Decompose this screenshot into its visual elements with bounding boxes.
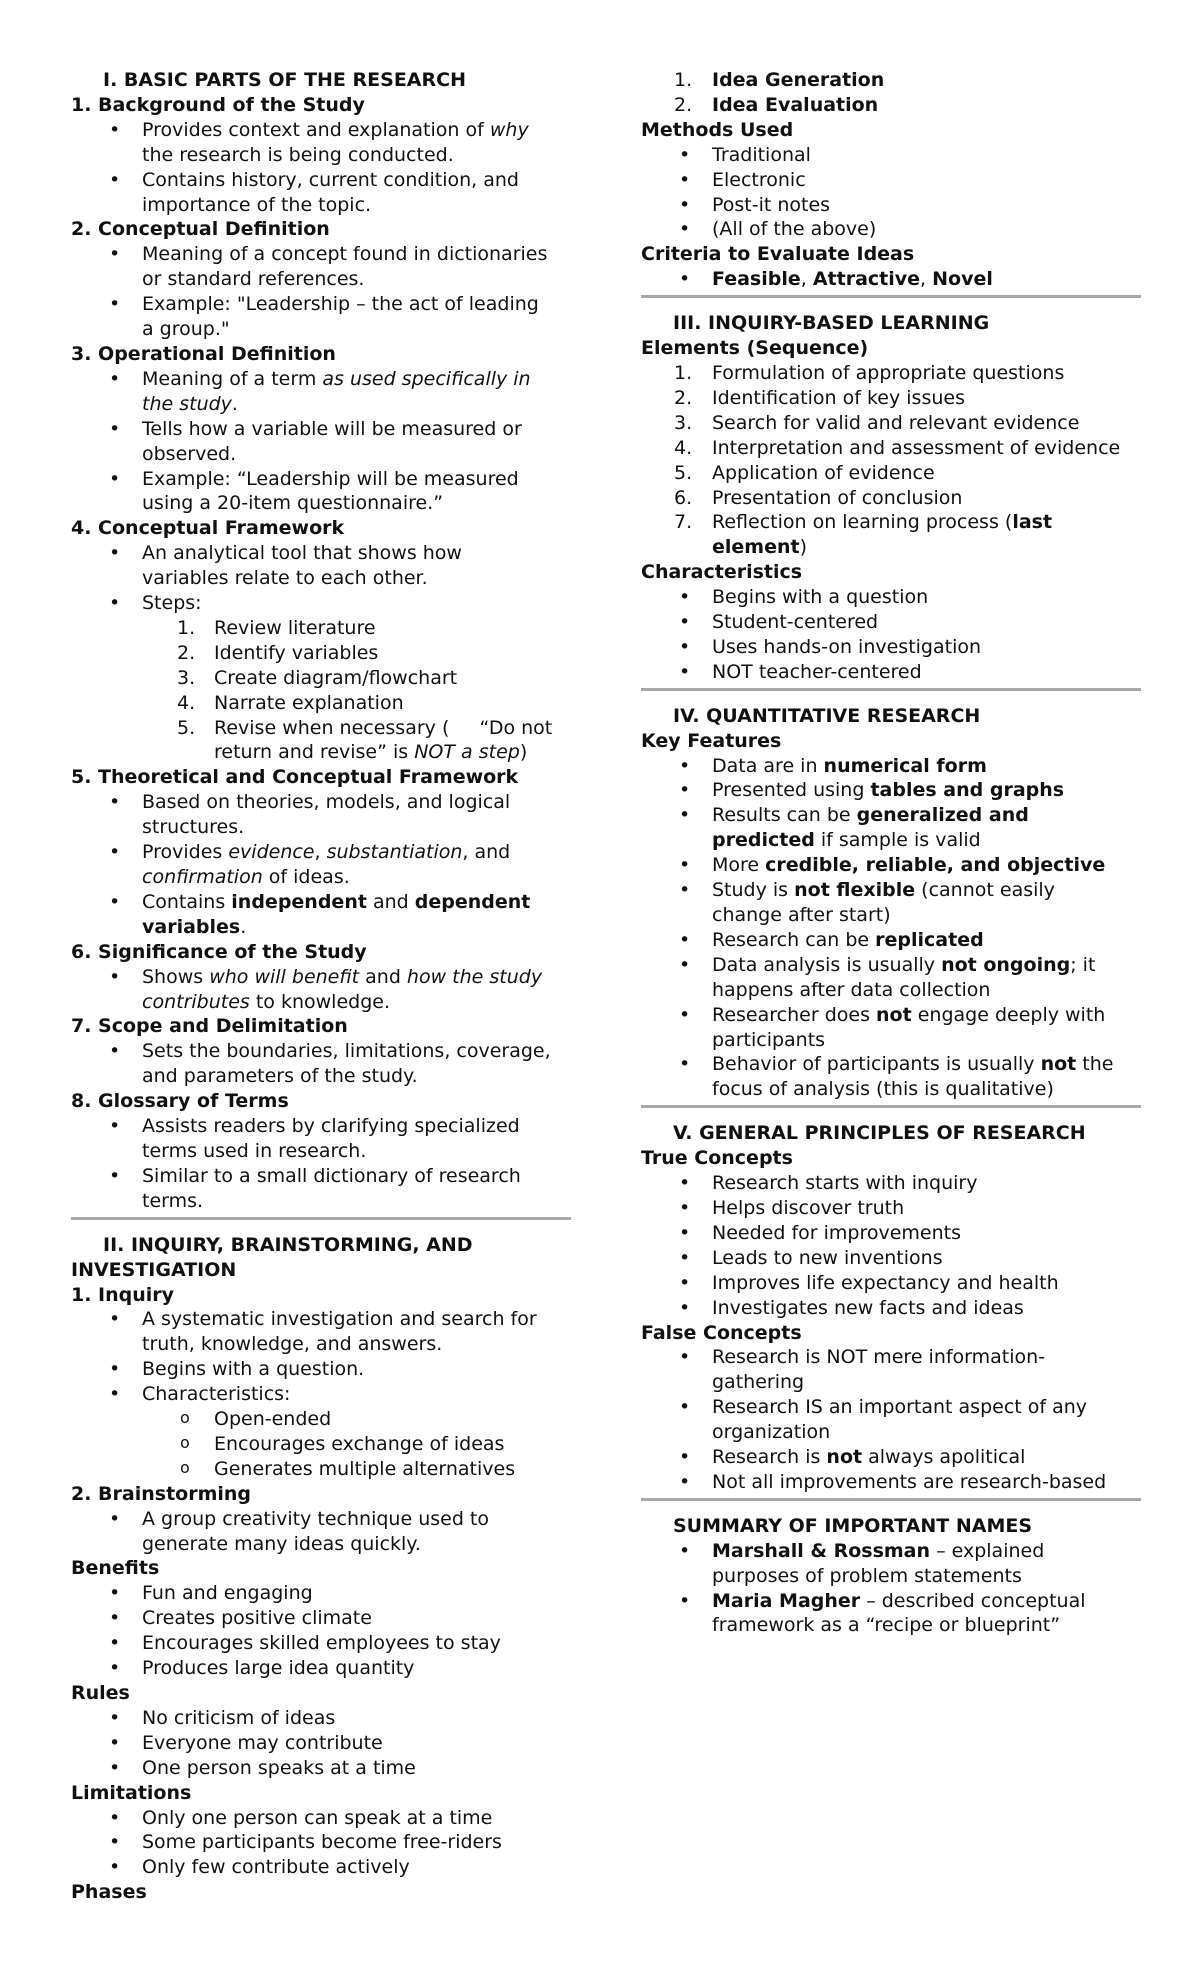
numbered-step: 1. Review literature	[177, 616, 376, 639]
subsection-heading: Methods Used	[641, 118, 794, 141]
section-title: IV. QUANTITATIVE RESEARCH	[673, 704, 981, 727]
subsection-heading: Key Features	[641, 729, 782, 752]
bullet-item: • Presented using tables and graphs	[641, 778, 1141, 803]
bullet-item: • Marshall & Rossman – explained	[641, 1539, 1141, 1564]
numbered-item: 2. Identification of key issues	[674, 386, 965, 409]
bullet-item: • Provides evidence, substantiation, and	[71, 840, 571, 865]
section-divider	[71, 1217, 571, 1220]
bullet-item: • Study is not flexible (cannot easily	[641, 878, 1141, 903]
bullet-continuation: generate many ideas quickly.	[142, 1532, 421, 1555]
bullet-item: • Example: “Leadership will be measured	[71, 467, 571, 492]
subsection-heading: Rules	[71, 1682, 130, 1704]
bullet-item: • Only few contribute actively	[71, 1855, 571, 1880]
section-title: V. GENERAL PRINCIPLES OF RESEARCH	[673, 1122, 1086, 1145]
bullet-item: • NOT teacher-centered	[641, 660, 1141, 685]
section-title: SUMMARY OF IMPORTANT NAMES	[673, 1514, 1033, 1537]
numbered-step: 3. Create diagram/flowchart	[177, 666, 458, 689]
bullet-item: • An analytical tool that shows how	[71, 541, 571, 566]
bullet-continuation: and parameters of the study.	[142, 1065, 418, 1088]
bullet-item: • Example: "Leadership – the act of leading	[71, 292, 571, 317]
bullet-item: • Investigates new facts and ideas	[641, 1296, 1141, 1321]
subsection-heading: 5. Theoretical and Conceptual Framework	[71, 766, 519, 789]
bullet-continuation: change after start)	[712, 904, 891, 926]
bullet-item: • Uses hands-on investigation	[641, 635, 1141, 660]
subsection-heading: Limitations	[71, 1781, 192, 1804]
numbered-item: 4. Interpretation and assessment of evidence	[674, 436, 1121, 459]
bullet-continuation: framework as a “recipe or blueprint”	[712, 1614, 1061, 1637]
bullet-continuation: the study.	[142, 392, 238, 415]
bullet-continuation: predicted if sample is valid	[712, 829, 981, 852]
bullet-item: • Maria Magher – described conceptual	[641, 1589, 1141, 1614]
numbered-item: 3. Search for valid and relevant evidence	[674, 411, 1080, 434]
bullet-item: • Tells how a variable will be measured or	[71, 417, 571, 442]
bullet-item: • Researcher does not engage deeply with	[641, 1003, 1141, 1028]
bullet-continuation: variables.	[142, 915, 247, 938]
subsection-heading: 1. Background of the Study	[71, 93, 365, 116]
numbered-item: 1. Idea Generation	[674, 69, 885, 91]
bullet-item: • Research is not always apolitical	[641, 1445, 1141, 1470]
bullet-item: • Produces large idea quantity	[71, 1656, 571, 1681]
numbered-step: 5. Revise when necessary ( “Do not	[177, 716, 553, 739]
bullet-item: • Everyone may contribute	[71, 1731, 571, 1756]
bullet-item: • Characteristics:	[71, 1382, 571, 1407]
bullet-continuation: contributes to knowledge.	[142, 990, 390, 1013]
bullet-item: • No criticism of ideas	[71, 1706, 571, 1731]
numbered-step: 4. Narrate explanation	[177, 691, 404, 714]
bullet-item: • Creates positive climate	[71, 1606, 571, 1631]
subsection-heading: True Concepts	[641, 1147, 793, 1170]
bullet-item: • Meaning of a term as used specifically in	[71, 367, 571, 392]
bullet-continuation: a group."	[142, 318, 230, 341]
bullet-item: • Sets the boundaries, limitations, coverage,	[71, 1039, 571, 1064]
bullet-item: • Needed for improvements	[641, 1221, 1141, 1246]
subsection-heading: 4. Conceptual Framework	[71, 517, 345, 540]
numbered-step-continuation: return and revise” is NOT a step)	[214, 741, 528, 764]
bullet-item: • Data analysis is usually not ongoing; it	[641, 953, 1141, 978]
section-divider	[641, 688, 1141, 691]
section-divider	[641, 1498, 1141, 1501]
right-column	[641, 68, 1141, 1638]
bullet-item: • Encourages skilled employees to stay	[71, 1631, 571, 1656]
subsection-heading: False Concepts	[641, 1321, 802, 1344]
bullet-item: • Assists readers by clarifying specialized	[71, 1114, 571, 1139]
bullet-continuation: terms used in research.	[142, 1139, 367, 1162]
subsection-heading: 1. Inquiry	[71, 1283, 175, 1306]
bullet-continuation: truth, knowledge, and answers.	[142, 1333, 443, 1356]
left-column	[71, 68, 571, 1905]
bullet-item: • Student-centered	[641, 610, 1141, 635]
bullet-item: • Meaning of a concept found in dictionaries	[71, 242, 571, 267]
bullet-item: • Contains history, current condition, and	[71, 168, 571, 193]
bullet-item: • Post-it notes	[641, 193, 1141, 218]
numbered-item: 5. Application of evidence	[674, 461, 935, 484]
bullet-item: • Similar to a small dictionary of research	[71, 1164, 571, 1189]
bullet-continuation: the research is being conducted.	[142, 143, 454, 166]
subsection-heading: Elements (Sequence)	[641, 337, 869, 360]
bullet-item: • (All of the above)	[641, 217, 1141, 242]
bullet-continuation: using a 20-item questionnaire.”	[142, 492, 444, 515]
bullet-item: • Research starts with inquiry	[641, 1171, 1141, 1196]
section-title: III. INQUIRY-BASED LEARNING	[673, 312, 990, 335]
subsection-heading: Phases	[71, 1881, 147, 1904]
bullet-continuation: importance of the topic.	[142, 193, 372, 216]
bullet-continuation: participants	[712, 1028, 826, 1051]
subsection-heading: 3. Operational Definition	[71, 342, 336, 365]
bullet-continuation: purposes of problem statements	[712, 1564, 1022, 1587]
subsection-heading: Characteristics	[641, 561, 803, 584]
section-divider	[641, 1105, 1141, 1108]
sub-bullet-item: o Encourages exchange of ideas	[71, 1432, 571, 1457]
bullet-item: • Some participants become free-riders	[71, 1830, 571, 1855]
subsection-heading: 2. Brainstorming	[71, 1482, 252, 1505]
bullet-item: • Fun and engaging	[71, 1581, 571, 1606]
bullet-item: • Electronic	[641, 168, 1141, 193]
numbered-item: 7. Reflection on learning process (last	[674, 511, 1053, 534]
subsection-heading: 7. Scope and Delimitation	[71, 1015, 348, 1038]
bullet-item: • Contains independent and dependent	[71, 890, 571, 915]
bullet-item: • Traditional	[641, 143, 1141, 168]
subsection-heading: Criteria to Evaluate Ideas	[641, 243, 915, 266]
bullet-item: • Only one person can speak at a time	[71, 1806, 571, 1831]
bullet-item: • Based on theories, models, and logical	[71, 790, 571, 815]
bullet-continuation: happens after data collection	[712, 978, 991, 1001]
bullet-item: • Helps discover truth	[641, 1196, 1141, 1221]
subsection-heading: 2. Conceptual Definition	[71, 218, 330, 241]
sub-bullet-item: o Open-ended	[71, 1407, 571, 1432]
bullet-item: • Provides context and explanation of why	[71, 118, 571, 143]
numbered-step: 2. Identify variables	[177, 641, 379, 664]
subsection-heading: 6. Significance of the Study	[71, 940, 367, 963]
section-title: I. BASIC PARTS OF THE RESEARCH	[103, 69, 466, 91]
bullet-continuation: variables relate to each other.	[142, 567, 428, 590]
numbered-item: 2. Idea Evaluation	[674, 93, 879, 116]
bullet-item: • Research can be replicated	[641, 928, 1141, 953]
bullet-item: • Behavior of participants is usually not the	[641, 1052, 1141, 1077]
subsection-heading: Benefits	[71, 1557, 160, 1580]
bullet-continuation: observed.	[142, 442, 237, 465]
bullet-continuation: confirmation of ideas.	[142, 866, 350, 888]
bullet-item: • A group creativity technique used to	[71, 1507, 571, 1532]
sub-bullet-item: o Generates multiple alternatives	[71, 1457, 571, 1482]
bullet-continuation: structures.	[142, 816, 245, 839]
numbered-item: 6. Presentation of conclusion	[674, 486, 963, 509]
bullet-item: • Research is NOT mere information-	[641, 1345, 1141, 1370]
bullet-continuation: terms.	[142, 1189, 204, 1212]
section-divider	[641, 295, 1141, 298]
bullet-item: • Not all improvements are research-based	[641, 1470, 1141, 1495]
bullet-item: • More credible, reliable, and objective	[641, 853, 1141, 878]
numbered-item: 1. Formulation of appropriate questions	[674, 361, 1065, 384]
bullet-item: • One person speaks at a time	[71, 1756, 571, 1781]
bullet-continuation: or standard references.	[142, 268, 365, 291]
bullet-item: • Begins with a question.	[71, 1357, 571, 1382]
numbered-item-continuation: element)	[712, 536, 807, 559]
bullet-continuation: gathering	[712, 1371, 805, 1394]
section-title: II. INQUIRY, BRAINSTORMING, AND	[103, 1233, 473, 1256]
bullet-continuation: focus of analysis (this is qualitative)	[712, 1078, 1054, 1101]
bullet-item: • Improves life expectancy and health	[641, 1271, 1141, 1296]
bullet-item: • Begins with a question	[641, 585, 1141, 610]
section-title-continuation: INVESTIGATION	[71, 1258, 237, 1281]
bullet-item: • Results can be generalized and	[641, 803, 1141, 828]
bullet-item: • Leads to new inventions	[641, 1246, 1141, 1271]
bullet-item: • A systematic investigation and search for	[71, 1307, 571, 1332]
bullet-item: • Feasible, Attractive, Novel	[641, 267, 1141, 292]
bullet-item: • Shows who will benefit and how the study	[71, 965, 571, 990]
bullet-item: • Steps:	[71, 591, 571, 616]
bullet-item: • Research IS an important aspect of any	[641, 1395, 1141, 1420]
subsection-heading: 8. Glossary of Terms	[71, 1090, 289, 1113]
bullet-item: • Data are in numerical form	[641, 754, 1141, 779]
bullet-continuation: organization	[712, 1421, 831, 1444]
